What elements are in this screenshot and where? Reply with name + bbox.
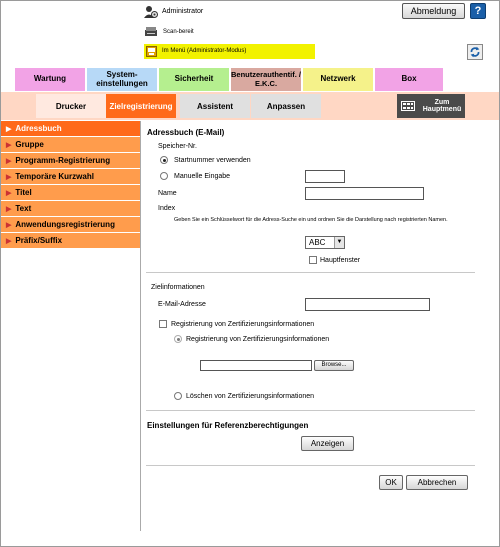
email-label: E-Mail-Adresse xyxy=(158,301,206,308)
sidebar-item-label: Temporäre Kurzwahl xyxy=(15,172,94,181)
sidebar-item-label: Text xyxy=(15,204,32,213)
refresh-icon[interactable] xyxy=(467,44,483,60)
arrow-right-icon: ▶ xyxy=(6,221,12,229)
sidebar-item-label: Programm-Registrierung xyxy=(15,156,111,165)
sidebar-item-label: Gruppe xyxy=(15,140,44,149)
tab-label: Sicherheit xyxy=(174,74,214,84)
subtab-label: Zielregistrierung xyxy=(109,101,173,111)
sidebar-item-label: Adressbuch xyxy=(15,124,62,133)
logout-button[interactable]: Abmeldung xyxy=(402,3,465,19)
radio-cert-register[interactable] xyxy=(174,335,182,343)
divider xyxy=(146,410,475,411)
arrow-right-icon: ▶ xyxy=(6,141,12,149)
sidebar-item-programm[interactable] xyxy=(1,153,140,169)
arrow-right-icon: ▶ xyxy=(6,237,12,245)
scan-status: Scan-bereit xyxy=(163,29,194,35)
divider xyxy=(146,465,475,466)
tab-label: Box xyxy=(401,74,417,84)
radio-manual-label: Manuelle Eingabe xyxy=(174,173,231,180)
tab-label: Benutzerauthentif. / E.K.C. xyxy=(231,70,302,88)
tab-label: Netzwerk xyxy=(320,74,356,84)
tab-label: Wartung xyxy=(33,74,67,84)
scanner-icon xyxy=(144,26,158,38)
mode-text: Im Menü (Administrator-Modus) xyxy=(162,48,247,54)
sidebar-item-adressbuch[interactable] xyxy=(1,121,140,137)
sidebar-item-gruppe[interactable] xyxy=(1,137,140,153)
arrow-right-icon: ▶ xyxy=(6,205,12,213)
subtab-drucker[interactable] xyxy=(36,94,106,118)
radio-cert-register-label: Registrierung von Zertifizierungsinformationen xyxy=(186,336,330,343)
main-window-checkbox[interactable] xyxy=(309,256,317,264)
tab-label: System- einstellungen xyxy=(96,69,148,88)
index-select-value: ABC xyxy=(309,238,326,247)
tab-box[interactable] xyxy=(374,67,444,92)
top-tab-bar xyxy=(14,67,444,92)
name-input[interactable] xyxy=(305,187,424,200)
radio-start-number[interactable] xyxy=(160,156,168,164)
administrator-icon xyxy=(144,5,158,19)
tab-wartung[interactable] xyxy=(14,67,86,92)
sidebar-item-label: Anwendungsregistrierung xyxy=(15,220,115,229)
name-label: Name xyxy=(158,190,177,197)
subtab-zielregistrierung[interactable] xyxy=(106,94,176,118)
arrow-right-icon: ▶ xyxy=(6,173,12,181)
ok-button[interactable]: OK xyxy=(379,475,403,490)
cert-file-input[interactable] xyxy=(200,360,312,371)
subtab-label: Drucker xyxy=(55,101,87,111)
form-title: Adressbuch (E-Mail) xyxy=(147,128,225,137)
tab-benutzerauthentif[interactable] xyxy=(230,67,302,92)
tab-system[interactable] xyxy=(86,67,158,92)
arrow-right-icon: ▶ xyxy=(6,189,12,197)
admin-mode-icon xyxy=(146,46,157,57)
sidebar-item-label: Titel xyxy=(15,188,32,197)
sidebar-item-praefix[interactable] xyxy=(1,233,140,249)
sidebar-item-label: Präfix/Suffix xyxy=(15,236,63,245)
subtab-assistent[interactable] xyxy=(180,94,250,118)
cert-checkbox-label: Registrierung von Zertifizierungsinformationen xyxy=(171,321,315,328)
destination-section-title: Zielinformationen xyxy=(151,284,205,291)
divider xyxy=(146,272,475,273)
cert-registration-checkbox[interactable] xyxy=(159,320,167,328)
tab-netzwerk[interactable] xyxy=(302,67,374,92)
radio-cert-delete[interactable] xyxy=(174,392,182,400)
show-button[interactable]: Anzeigen xyxy=(301,436,354,451)
sidebar-item-anwendung[interactable] xyxy=(1,217,140,233)
email-input[interactable] xyxy=(305,298,430,311)
chevron-down-icon: ▼ xyxy=(334,237,344,248)
radio-manual-entry[interactable] xyxy=(160,172,168,180)
manual-number-input[interactable] xyxy=(305,170,345,183)
cancel-button[interactable]: Abbrechen xyxy=(406,475,468,490)
sidebar-divider xyxy=(140,121,141,531)
main-menu-button[interactable] xyxy=(397,94,465,118)
arrow-right-icon: ▶ xyxy=(6,157,12,165)
memory-label: Speicher-Nr. xyxy=(158,143,197,150)
subtab-anpassen[interactable] xyxy=(251,94,321,118)
main-window-label: Hauptfenster xyxy=(320,257,361,264)
sidebar-item-text[interactable] xyxy=(1,201,140,217)
main-menu-line2: Hauptmenü xyxy=(422,106,462,113)
index-help-text: Geben Sie ein Schlüsselwort für die Adress-Suche ein und ordnen Sie die Darstellung nach registrierten Namen. xyxy=(174,217,448,223)
main-menu-line1: Zum xyxy=(434,98,450,106)
sidebar xyxy=(1,121,141,248)
subtab-label: Anpassen xyxy=(266,101,306,111)
sidebar-item-titel[interactable] xyxy=(1,185,140,201)
reference-section-title: Einstellungen für Referenzberechtigungen xyxy=(147,421,309,430)
help-button[interactable]: ? xyxy=(470,3,486,19)
sidebar-item-kurzwahl[interactable] xyxy=(1,169,140,185)
index-select[interactable] xyxy=(305,236,345,249)
arrow-right-icon: ▶ xyxy=(6,125,12,133)
browse-button[interactable]: Browse... xyxy=(314,360,354,371)
radio-start-label: Startnummer verwenden xyxy=(174,157,251,164)
main-menu-icon xyxy=(401,101,415,111)
index-label: Index xyxy=(158,205,176,212)
user-label: Administrator xyxy=(162,8,204,15)
radio-cert-delete-label: Löschen von Zertifizierungsinformationen xyxy=(186,393,315,400)
subtab-label: Assistent xyxy=(196,101,233,111)
tab-sicherheit[interactable] xyxy=(158,67,230,92)
